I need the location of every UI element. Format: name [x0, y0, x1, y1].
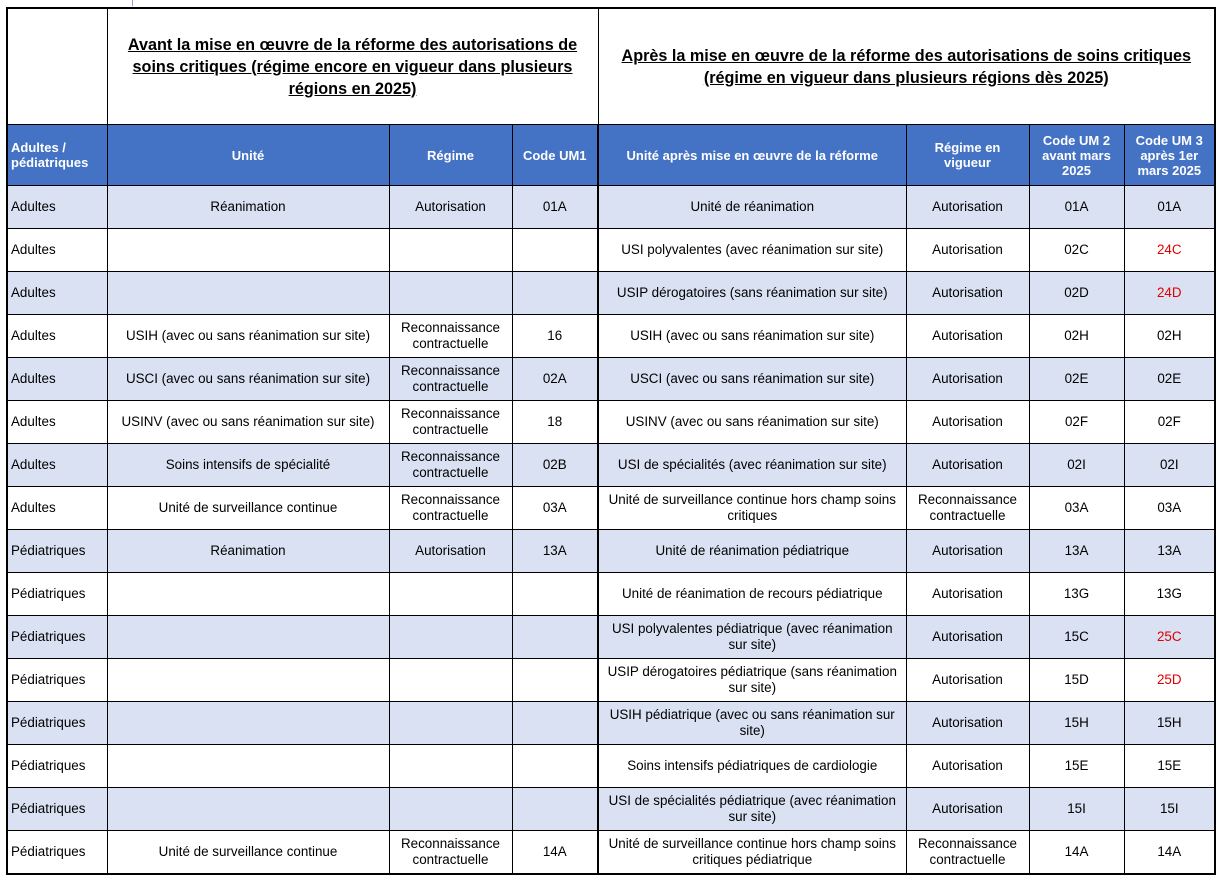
cell-population: Adultes — [7, 401, 107, 444]
cell-unite-apres: USCI (avec ou sans réanimation sur site) — [598, 358, 906, 401]
cell-unite-apres: USI polyvalentes pédiatrique (avec réanimation sur site) — [598, 616, 906, 659]
cell-regime-vigueur: Reconnaissance contractuelle — [906, 487, 1029, 530]
reform-table — [6, 7, 1216, 875]
table-row — [7, 573, 1215, 616]
col-header-unite-apres: Unité après mise en œuvre de la réforme — [598, 125, 906, 186]
cell-code-um3: 24C — [1124, 229, 1215, 272]
cell-code-um2: 15C — [1029, 616, 1124, 659]
table-row — [7, 659, 1215, 702]
cell-regime-vigueur: Autorisation — [906, 573, 1029, 616]
cell-regime-vigueur: Autorisation — [906, 530, 1029, 573]
cell-regime: Reconnaissance contractuelle — [389, 831, 512, 875]
cell-code-um3: 01A — [1124, 186, 1215, 229]
cell-code-um1: 02A — [512, 358, 598, 401]
cell-code-um1: 13A — [512, 530, 598, 573]
cell-population: Adultes — [7, 272, 107, 315]
cell-regime — [389, 616, 512, 659]
cell-code-um3: 13G — [1124, 573, 1215, 616]
table-row — [7, 358, 1215, 401]
cell-code-um2: 01A — [1029, 186, 1124, 229]
cell-unite — [107, 788, 389, 831]
cell-population: Adultes — [7, 444, 107, 487]
cell-code-um2: 02H — [1029, 315, 1124, 358]
cell-regime: Autorisation — [389, 530, 512, 573]
cell-code-um2: 15I — [1029, 788, 1124, 831]
cell-code-um3: 14A — [1124, 831, 1215, 875]
cell-regime: Reconnaissance contractuelle — [389, 444, 512, 487]
cell-code-um2: 02D — [1029, 272, 1124, 315]
cell-unite — [107, 659, 389, 702]
cell-code-um3: 24D — [1124, 272, 1215, 315]
cell-code-um3: 02H — [1124, 315, 1215, 358]
super-header-before: Avant la mise en œuvre de la réforme des autorisations de soins critiques (régime encore en vigueur dans plusieurs régions en 2025) — [107, 8, 598, 125]
cell-unite — [107, 702, 389, 745]
super-header-blank — [7, 8, 107, 125]
cell-regime-vigueur: Autorisation — [906, 788, 1029, 831]
cell-code-um2: 13A — [1029, 530, 1124, 573]
cell-regime-vigueur: Autorisation — [906, 745, 1029, 788]
cell-code-um2: 02C — [1029, 229, 1124, 272]
cell-unite-apres: USI de spécialités (avec réanimation sur site) — [598, 444, 906, 487]
table-row — [7, 444, 1215, 487]
cell-code-um3: 02F — [1124, 401, 1215, 444]
cell-code-um3: 25D — [1124, 659, 1215, 702]
cell-code-um2: 15H — [1029, 702, 1124, 745]
cell-regime-vigueur: Autorisation — [906, 401, 1029, 444]
cell-unite-apres: Unité de réanimation — [598, 186, 906, 229]
cell-unite-apres: Unité de surveillance continue hors champ soins critiques pédiatrique — [598, 831, 906, 875]
cell-code-um1 — [512, 659, 598, 702]
cell-regime: Reconnaissance contractuelle — [389, 401, 512, 444]
cell-population: Pédiatriques — [7, 788, 107, 831]
cell-unite: USCI (avec ou sans réanimation sur site) — [107, 358, 389, 401]
table-row — [7, 401, 1215, 444]
table-row — [7, 616, 1215, 659]
cell-population: Adultes — [7, 358, 107, 401]
cell-code-um1: 03A — [512, 487, 598, 530]
cell-population: Pédiatriques — [7, 573, 107, 616]
cell-unite-apres: USI de spécialités pédiatrique (avec réanimation sur site) — [598, 788, 906, 831]
cell-regime-vigueur: Autorisation — [906, 186, 1029, 229]
cell-code-um2: 14A — [1029, 831, 1124, 875]
column-header-row — [7, 125, 1215, 186]
cell-unite — [107, 616, 389, 659]
cell-population: Adultes — [7, 229, 107, 272]
cell-code-um1: 16 — [512, 315, 598, 358]
cell-unite: Réanimation — [107, 530, 389, 573]
cell-code-um3: 02I — [1124, 444, 1215, 487]
cell-regime: Reconnaissance contractuelle — [389, 315, 512, 358]
cell-code-um3: 02E — [1124, 358, 1215, 401]
cell-unite — [107, 745, 389, 788]
cell-code-um3: 15E — [1124, 745, 1215, 788]
cell-unite-apres: Soins intensifs pédiatriques de cardiologie — [598, 745, 906, 788]
cell-unite-apres: USI polyvalentes (avec réanimation sur site) — [598, 229, 906, 272]
cell-population: Adultes — [7, 315, 107, 358]
cell-population: Pédiatriques — [7, 530, 107, 573]
cell-unite-apres: Unité de réanimation pédiatrique — [598, 530, 906, 573]
col-header-unite: Unité — [107, 125, 389, 186]
cell-code-um2: 03A — [1029, 487, 1124, 530]
cell-code-um2: 15E — [1029, 745, 1124, 788]
table-row — [7, 487, 1215, 530]
cell-code-um1 — [512, 788, 598, 831]
col-header-regime: Régime — [389, 125, 512, 186]
cell-code-um2: 02E — [1029, 358, 1124, 401]
spreadsheet — [6, 7, 1216, 875]
cell-code-um3: 15H — [1124, 702, 1215, 745]
cell-unite — [107, 573, 389, 616]
table-row — [7, 702, 1215, 745]
cell-unite-apres: USIP dérogatoires pédiatrique (sans réanimation sur site) — [598, 659, 906, 702]
table-row — [7, 831, 1215, 875]
cell-regime — [389, 272, 512, 315]
cell-regime-vigueur: Autorisation — [906, 444, 1029, 487]
cell-population: Pédiatriques — [7, 745, 107, 788]
table-row — [7, 530, 1215, 573]
cell-regime: Reconnaissance contractuelle — [389, 487, 512, 530]
cell-regime — [389, 573, 512, 616]
cell-unite: Unité de surveillance continue — [107, 831, 389, 875]
cell-code-um3: 15I — [1124, 788, 1215, 831]
col-header-regime-vigueur: Régime en vigueur — [906, 125, 1029, 186]
cell-population: Adultes — [7, 487, 107, 530]
cell-unite-apres: USIP dérogatoires (sans réanimation sur site) — [598, 272, 906, 315]
cell-regime-vigueur: Autorisation — [906, 358, 1029, 401]
cell-code-um1: 14A — [512, 831, 598, 875]
col-header-adultes-pediatriques: Adultes / pédiatriques — [7, 125, 107, 186]
table-row — [7, 272, 1215, 315]
table-row — [7, 229, 1215, 272]
cell-regime — [389, 702, 512, 745]
cell-population: Adultes — [7, 186, 107, 229]
col-header-code-um1: Code UM1 — [512, 125, 598, 186]
cell-code-um3: 25C — [1124, 616, 1215, 659]
cell-regime-vigueur: Autorisation — [906, 272, 1029, 315]
cell-regime: Reconnaissance contractuelle — [389, 358, 512, 401]
cell-population: Pédiatriques — [7, 616, 107, 659]
cell-regime — [389, 788, 512, 831]
super-header-after: Après la mise en œuvre de la réforme des autorisations de soins critiques (régime en vigueur dans plusieurs régions dès 2025) — [598, 8, 1215, 125]
cell-population: Pédiatriques — [7, 659, 107, 702]
cell-unite-apres: Unité de surveillance continue hors champ soins critiques — [598, 487, 906, 530]
cell-unite — [107, 272, 389, 315]
cell-code-um3: 13A — [1124, 530, 1215, 573]
cell-unite — [107, 229, 389, 272]
cell-code-um2: 15D — [1029, 659, 1124, 702]
super-header-row — [7, 8, 1215, 125]
cell-unite-apres: USINV (avec ou sans réanimation sur site) — [598, 401, 906, 444]
cell-code-um1 — [512, 745, 598, 788]
cell-regime-vigueur: Autorisation — [906, 315, 1029, 358]
cell-regime — [389, 745, 512, 788]
cell-unite-apres: Unité de réanimation de recours pédiatrique — [598, 573, 906, 616]
cell-regime — [389, 659, 512, 702]
cell-regime — [389, 229, 512, 272]
cell-population: Pédiatriques — [7, 831, 107, 875]
cell-regime-vigueur: Autorisation — [906, 659, 1029, 702]
cell-unite: USIH (avec ou sans réanimation sur site) — [107, 315, 389, 358]
cell-regime-vigueur: Autorisation — [906, 616, 1029, 659]
cell-code-um1 — [512, 272, 598, 315]
cell-unite: USINV (avec ou sans réanimation sur site) — [107, 401, 389, 444]
cell-code-um2: 02I — [1029, 444, 1124, 487]
cell-code-um2: 13G — [1029, 573, 1124, 616]
cell-code-um3: 03A — [1124, 487, 1215, 530]
table-row — [7, 315, 1215, 358]
cell-code-um1: 01A — [512, 186, 598, 229]
cell-unite-apres: USIH pédiatrique (avec ou sans réanimation sur site) — [598, 702, 906, 745]
col-header-code-um3: Code UM 3 après 1er mars 2025 — [1124, 125, 1215, 186]
cell-code-um1: 02B — [512, 444, 598, 487]
cell-unite: Soins intensifs de spécialité — [107, 444, 389, 487]
table-row — [7, 788, 1215, 831]
cell-unite: Unité de surveillance continue — [107, 487, 389, 530]
cell-unite-apres: USIH (avec ou sans réanimation sur site) — [598, 315, 906, 358]
cell-code-um2: 02F — [1029, 401, 1124, 444]
cell-regime: Autorisation — [389, 186, 512, 229]
sheet-edge-tick — [132, 0, 133, 6]
cell-code-um1 — [512, 229, 598, 272]
cell-regime-vigueur: Autorisation — [906, 702, 1029, 745]
cell-code-um1 — [512, 702, 598, 745]
cell-code-um1 — [512, 573, 598, 616]
table-row — [7, 745, 1215, 788]
col-header-code-um2: Code UM 2 avant mars 2025 — [1029, 125, 1124, 186]
table-row — [7, 186, 1215, 229]
cell-regime-vigueur: Autorisation — [906, 229, 1029, 272]
cell-regime-vigueur: Reconnaissance contractuelle — [906, 831, 1029, 875]
cell-code-um1 — [512, 616, 598, 659]
cell-population: Pédiatriques — [7, 702, 107, 745]
cell-code-um1: 18 — [512, 401, 598, 444]
cell-unite: Réanimation — [107, 186, 389, 229]
